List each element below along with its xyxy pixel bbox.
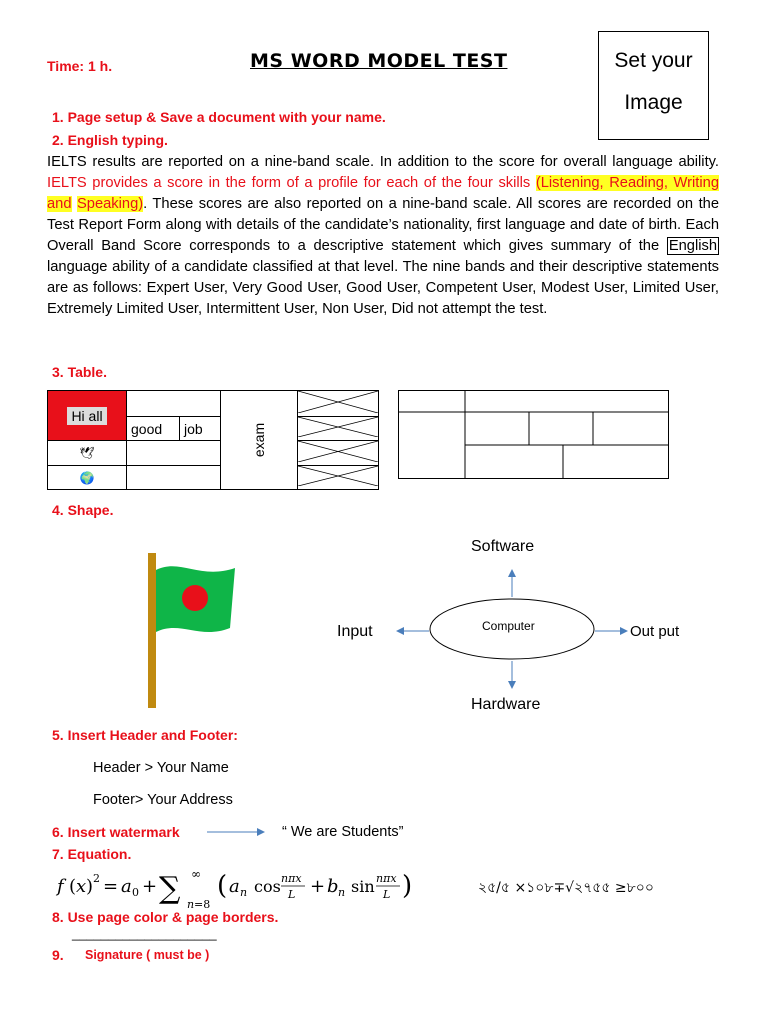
cell-empty-3[interactable]	[127, 466, 221, 490]
task-3-heading: 3. Table.	[52, 364, 107, 380]
svg-text:=: =	[103, 876, 119, 897]
svg-text:f: f	[57, 876, 64, 897]
svg-text:nπx: nπx	[376, 872, 397, 885]
flag-pole	[148, 553, 156, 708]
flag-shape[interactable]	[140, 550, 240, 710]
header-instruction: Header > Your Name	[93, 760, 229, 776]
task-6-heading: 6. Insert watermark	[52, 824, 180, 840]
time-label: Time: 1 h.	[47, 58, 113, 74]
task-1-heading: 1. Page setup & Save a document with your name.	[52, 109, 386, 125]
bangla-equation: ২৫/৫ ×১০৮∓√২৭৫৫ ≥৮০০	[478, 880, 654, 896]
svg-text:+: +	[142, 876, 158, 897]
page-title: MS WORD MODEL TEST	[250, 50, 508, 72]
signature-line[interactable]: ____________________	[72, 926, 217, 941]
svg-text:b: b	[327, 876, 339, 897]
cell-job[interactable]: job	[180, 417, 221, 441]
output-label: Out put	[630, 623, 680, 640]
svg-text:a: a	[121, 876, 132, 897]
task-7-heading: 7. Equation.	[52, 846, 132, 862]
task-5-heading: 5. Insert Header and Footer:	[52, 727, 238, 743]
flag-circle	[182, 585, 208, 611]
image-placeholder-box[interactable]	[598, 31, 709, 140]
para-part-4: language ability of a candidate classified at that level. The nine bands and their descriptive statements are as follows: Expert User, Very Good User, Good User, Competent User, Modest User, Limited User, Extremely Limited User, Intermittent User, Non User, Did not attempt the test.	[47, 259, 719, 317]
svg-text:): )	[402, 871, 413, 901]
svg-text:n: n	[338, 886, 346, 899]
input-label: Input	[337, 623, 373, 640]
watermark-arrow	[207, 826, 265, 838]
dove-icon: 🕊	[79, 446, 95, 460]
computer-label: Computer	[482, 619, 535, 633]
cell-hi-all[interactable]	[48, 391, 127, 441]
cell-cross-2[interactable]	[298, 417, 379, 441]
svg-text:∞: ∞	[191, 867, 201, 881]
cross-pattern-2	[298, 417, 378, 437]
svg-text:): )	[86, 876, 94, 897]
svg-text:cos: cos	[254, 877, 281, 896]
image-box-line-2: Image	[624, 91, 683, 114]
signature-label: Signature ( must be )	[85, 948, 210, 962]
cell-cross-4[interactable]	[298, 466, 379, 490]
svg-text:L: L	[288, 888, 296, 901]
svg-text:sin: sin	[351, 877, 375, 896]
para-part-1: IELTS results are reported on a nine-band scale. In addition to the score for overall language ability.	[47, 154, 719, 170]
fourier-equation	[55, 862, 425, 910]
para-highlight-2: Speaking)	[77, 196, 144, 212]
svg-text:2: 2	[93, 872, 100, 885]
svg-text:=8: =8	[194, 898, 211, 910]
svg-text:0: 0	[132, 886, 139, 899]
cell-good[interactable]: good	[127, 417, 180, 441]
cell-globe[interactable]	[48, 466, 127, 490]
svg-text:x: x	[76, 876, 87, 897]
svg-text:a: a	[229, 876, 240, 897]
image-box-line-1: Set your	[614, 49, 693, 72]
globe-icon: 🌍	[79, 470, 95, 485]
cross-pattern-4	[298, 466, 378, 486]
para-highlight-and: and	[47, 196, 72, 212]
svg-text:(: (	[69, 876, 77, 897]
svg-text:+: +	[310, 876, 326, 897]
svg-text:∑: ∑	[159, 871, 181, 906]
task-8-heading: 8. Use page color & page borders.	[52, 909, 279, 925]
cell-dove[interactable]	[48, 441, 127, 466]
cell-cross-3[interactable]	[298, 441, 379, 466]
para-highlight-1: (Listening, Reading, Writing	[535, 175, 719, 191]
cross-pattern-3	[298, 441, 378, 462]
hardware-label: Hardware	[471, 696, 541, 713]
footer-instruction: Footer> Your Address	[93, 792, 233, 808]
svg-text:n: n	[187, 898, 195, 910]
cell-top-empty[interactable]	[127, 391, 221, 417]
para-red-text: IELTS provides a score in the form of a profile for each of the four skills	[47, 175, 531, 191]
svg-text:nπx: nπx	[281, 872, 302, 885]
para-part-3: . These scores are also reported on a nine-band scale. All scores are recorded on the Test Report Form along with details of the candidate’s nationality, first language and date of birth. Each Overall Band Score corresponds to a descriptive statement which gives summary of the	[47, 196, 719, 254]
svg-text:L: L	[383, 888, 391, 901]
para-boxed-word: English	[668, 238, 717, 254]
cell-cross-1[interactable]	[298, 391, 379, 417]
hi-all-text: Hi all	[67, 407, 106, 425]
software-label: Software	[471, 538, 535, 555]
exam-vertical-text: exam	[250, 422, 267, 458]
watermark-text: “ We are Students”	[282, 824, 404, 840]
task-4-heading: 4. Shape.	[52, 502, 114, 518]
svg-text:n: n	[240, 886, 248, 899]
table-left	[47, 390, 379, 490]
english-typing-paragraph	[47, 152, 719, 320]
task-2-heading: 2. English typing.	[52, 132, 168, 148]
cross-pattern-1	[298, 391, 378, 413]
table-right	[398, 390, 670, 480]
svg-text:(: (	[217, 871, 228, 901]
cell-empty-2[interactable]	[127, 441, 221, 466]
cell-exam[interactable]	[221, 391, 298, 490]
task-9-heading: 9.	[52, 947, 64, 963]
